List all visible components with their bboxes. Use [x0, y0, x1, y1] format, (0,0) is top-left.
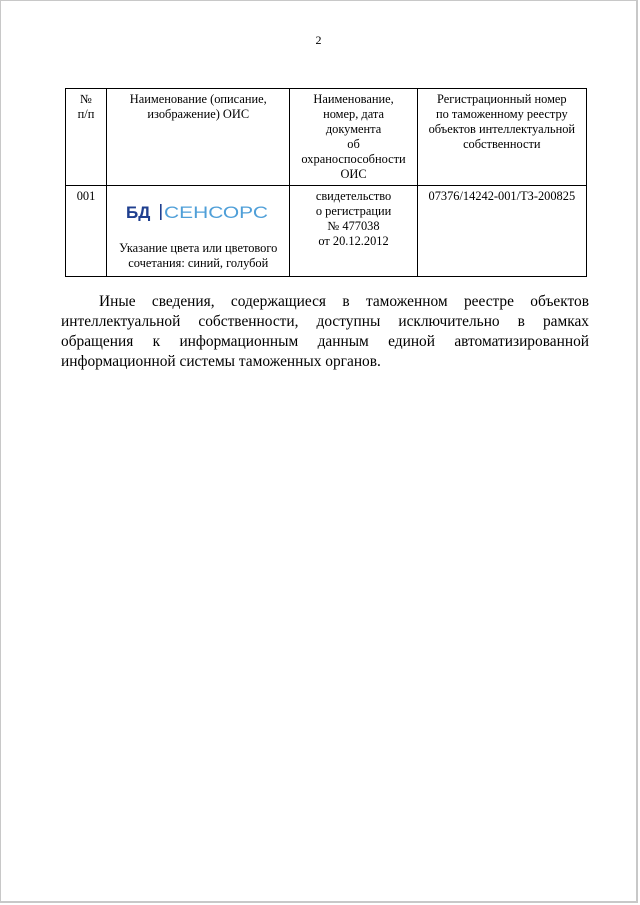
- page-number: 2: [315, 33, 322, 47]
- ip-registry-table: [65, 88, 587, 277]
- header-document-text: Наименование, номер, дата документа об охраноспособности ОИС: [301, 92, 406, 181]
- header-document: [290, 89, 417, 186]
- row-number: 001: [66, 186, 107, 277]
- header-name: [107, 89, 290, 186]
- logo-text-bd: БД: [126, 203, 151, 221]
- row-reg-number: 07376/14242-001/ТЗ-200825: [417, 186, 586, 277]
- header-name-text: Наименование (описание, изображение) ОИС: [129, 92, 267, 121]
- header-number-text: № п/п: [77, 92, 95, 121]
- row-document: [290, 186, 417, 277]
- logo-text-sensors: СЕНСОРС: [164, 203, 269, 221]
- header-reg-number-text: Регистрационный номер по таможенному реестру объектов интеллектуальной собственности: [428, 92, 576, 151]
- body-paragraph: Иные сведения, содержащиеся в таможенном реестре объектов интеллектуальной собственности, доступны исключительно в рамках обращения к информационным данным единой автоматизированной информационной системы таможенных органов.: [61, 293, 589, 370]
- bd-sensors-logo: [126, 203, 270, 221]
- logo-divider: [160, 204, 162, 220]
- table-header-row: [66, 89, 587, 186]
- row-trademark-cell: [107, 186, 290, 277]
- row-document-text: свидетельство о регистрации № 477038 от 20.12.2012: [315, 189, 392, 248]
- table-row: [66, 186, 587, 277]
- header-number: [66, 89, 107, 186]
- header-reg-number: [417, 89, 586, 186]
- color-note: Указание цвета или цветового сочетания: синий, голубой: [119, 241, 278, 270]
